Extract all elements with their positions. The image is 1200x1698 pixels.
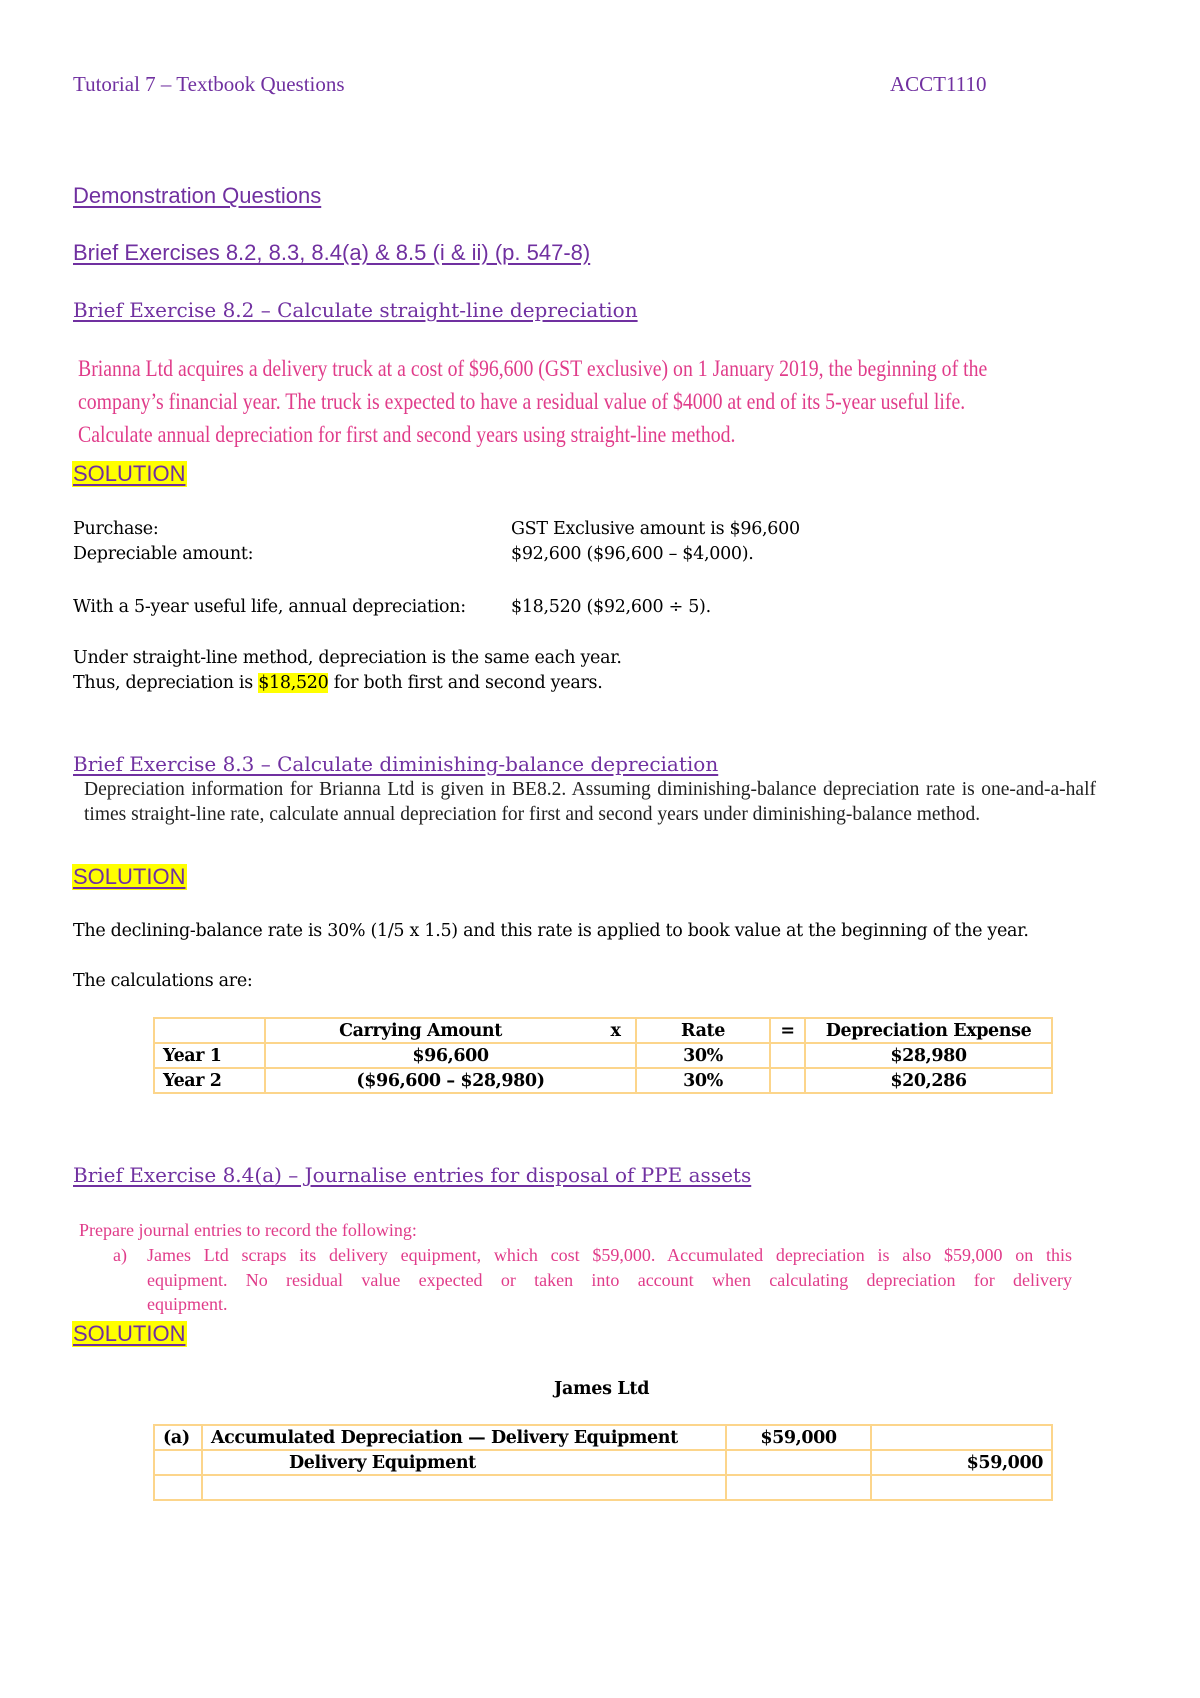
table-header bbox=[154, 1018, 265, 1043]
be82-question-line: Brianna Ltd acquires a delivery truck at a cost of $96,600 (GST exclusive) on 1 January 2019, the beginning of the bbox=[78, 356, 988, 381]
table-header: Depreciation Expense bbox=[805, 1018, 1052, 1043]
table-cell: 30% bbox=[636, 1068, 770, 1093]
debit-amount: $59,000 bbox=[726, 1425, 871, 1450]
solution-label: SOLUTION bbox=[73, 864, 186, 889]
table-row bbox=[154, 1043, 1052, 1068]
course-code: ACCT1110 bbox=[890, 72, 987, 96]
conclusion-post: for both first and second years. bbox=[328, 673, 603, 693]
conclusion-pre: Thus, depreciation is bbox=[73, 673, 259, 693]
be84-question bbox=[147, 1243, 1072, 1317]
table-cell: Year 2 bbox=[154, 1068, 265, 1093]
straight-line-conclusion bbox=[73, 673, 602, 693]
solution-label: SOLUTION bbox=[73, 1321, 186, 1346]
table-cell bbox=[726, 1450, 871, 1475]
be84-heading: Brief Exercise 8.4(a) – Journalise entries for disposal of PPE assets bbox=[73, 1163, 752, 1187]
be84-question-line: equipment. No residual value expected or taken into account when calculating depreciation for delivery bbox=[147, 1269, 1072, 1290]
journal-table bbox=[153, 1424, 1053, 1501]
table-cell: ($96,600 – $28,980) bbox=[265, 1068, 636, 1093]
highlighted-amount: $18,520 bbox=[258, 673, 329, 693]
table-cell: $28,980 bbox=[805, 1043, 1052, 1068]
journal-row bbox=[154, 1450, 1052, 1475]
table-header: Rate bbox=[636, 1018, 770, 1043]
table-row bbox=[154, 1068, 1052, 1093]
depreciation-table bbox=[153, 1017, 1053, 1094]
table-header-row bbox=[154, 1018, 1052, 1043]
annual-depreciation-value: $18,520 ($92,600 ÷ 5). bbox=[511, 597, 711, 617]
journal-row bbox=[154, 1425, 1052, 1450]
be84-question-intro: Prepare journal entries to record the following: bbox=[79, 1220, 417, 1240]
be82-question bbox=[78, 352, 987, 451]
table-cell bbox=[871, 1425, 1052, 1450]
multiply-symbol: x bbox=[610, 1020, 621, 1041]
table-cell: Year 1 bbox=[154, 1043, 265, 1068]
debit-account: Accumulated Depreciation — Delivery Equipment bbox=[202, 1425, 726, 1450]
demonstration-heading: Demonstration Questions bbox=[73, 183, 322, 208]
journal-row bbox=[154, 1475, 1052, 1500]
calculations-intro: The calculations are: bbox=[73, 971, 253, 991]
table-cell bbox=[154, 1450, 202, 1475]
be82-question-line: Calculate annual depreciation for first and second years using straight-line method. bbox=[78, 422, 736, 447]
be82-heading: Brief Exercise 8.2 – Calculate straight-line depreciation bbox=[73, 298, 638, 322]
purchase-label: Purchase: bbox=[73, 519, 159, 539]
depreciable-value: $92,600 ($96,600 – $4,000). bbox=[511, 544, 754, 564]
be83-heading: Brief Exercise 8.3 – Calculate diminishing-balance depreciation bbox=[73, 752, 719, 776]
tutorial-title: Tutorial 7 – Textbook Questions bbox=[73, 72, 345, 96]
brief-exercises-heading: Brief Exercises 8.2, 8.3, 8.4(a) & 8.5 (i & ii) (p. 547-8) bbox=[73, 240, 591, 265]
straight-line-note: Under straight-line method, depreciation is the same each year. bbox=[73, 648, 622, 668]
table-cell bbox=[871, 1475, 1052, 1500]
solution-label: SOLUTION bbox=[73, 461, 186, 486]
credit-amount: $59,000 bbox=[871, 1450, 1052, 1475]
be84-question-line: James Ltd scraps its delivery equipment, which cost $59,000. Accumulated depreciation is also $59,000 on this bbox=[147, 1245, 1072, 1265]
purchase-value: GST Exclusive amount is $96,600 bbox=[511, 519, 800, 539]
annual-depreciation-label: With a 5-year useful life, annual depreciation: bbox=[73, 597, 466, 617]
table-header bbox=[265, 1018, 636, 1043]
company-name: James Ltd bbox=[554, 1379, 650, 1399]
carrying-amount-header: Carrying Amount bbox=[339, 1020, 502, 1041]
be84-question-line: equipment. bbox=[147, 1294, 228, 1314]
table-cell bbox=[726, 1475, 871, 1500]
table-cell bbox=[202, 1475, 726, 1500]
table-cell: $20,286 bbox=[805, 1068, 1052, 1093]
be83-question: Depreciation information for Brianna Ltd is given in BE8.2. Assuming diminishing-balance depreciation rate is one-and-a-half times straight-line rate, calculate annual depreciation for first and second years under diminishing-balance method. bbox=[84, 779, 1096, 825]
rate-explanation: The declining-balance rate is 30% (1/5 x 1.5) and this rate is applied to book value at the beginning of the year. bbox=[73, 921, 1029, 941]
table-header: = bbox=[770, 1018, 805, 1043]
table-cell bbox=[770, 1068, 805, 1093]
journal-tag: (a) bbox=[154, 1425, 202, 1450]
table-cell: 30% bbox=[636, 1043, 770, 1068]
depreciable-label: Depreciable amount: bbox=[73, 544, 254, 564]
be82-question-line: company’s financial year. The truck is expected to have a residual value of $4000 at end of its 5-year useful life. bbox=[78, 389, 966, 414]
be84-question-marker: a) bbox=[113, 1245, 127, 1265]
table-cell: $96,600 bbox=[265, 1043, 636, 1068]
table-cell bbox=[770, 1043, 805, 1068]
credit-account: Delivery Equipment bbox=[202, 1450, 726, 1475]
table-cell bbox=[154, 1475, 202, 1500]
